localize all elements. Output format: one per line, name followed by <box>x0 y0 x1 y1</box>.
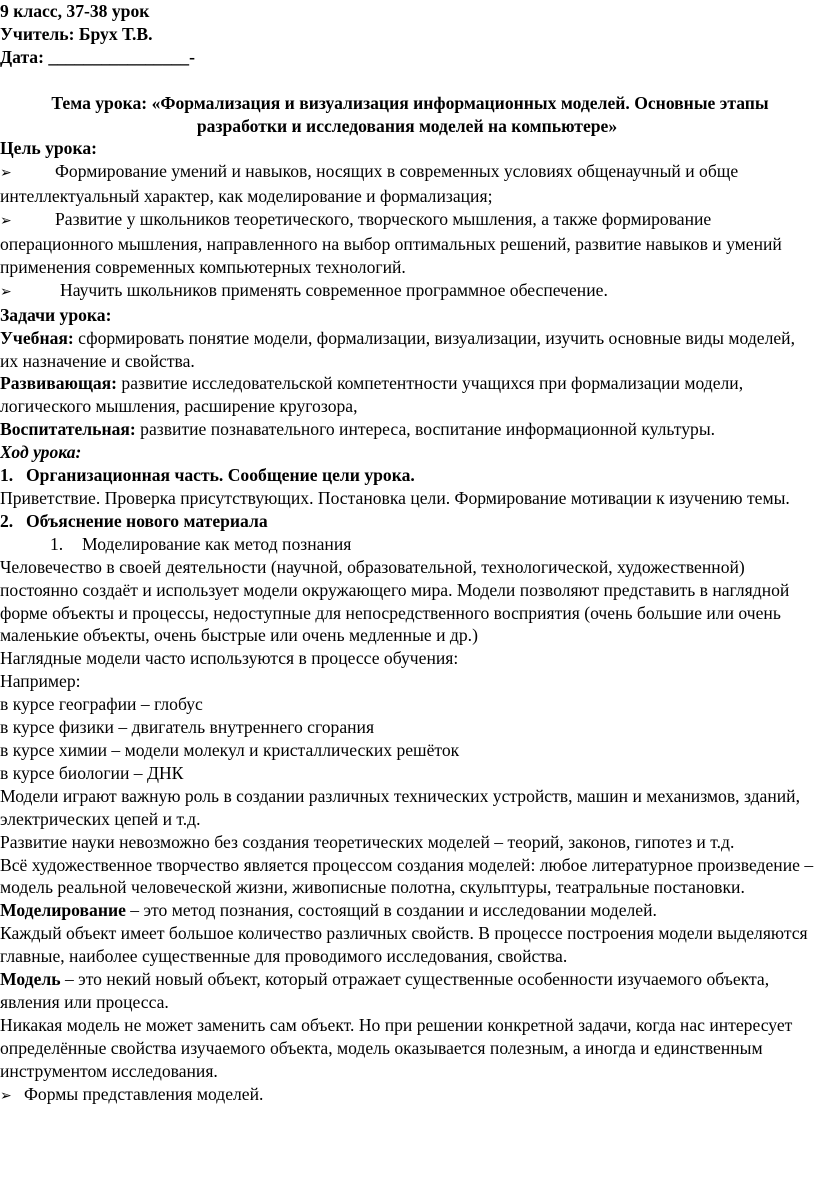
topic-line-1: Тема урока: «Формализация и визуализация информационных моделей. Основные этапы <box>51 92 769 113</box>
arrow-bullet-icon: ➢ <box>0 1087 12 1104</box>
task-developing: Развивающая: развитие исследовательской компетентности учащихся при формализации модели, логического мышления, расширение кругозора, <box>0 373 744 417</box>
goal-item-3: ➢ Научить школьников применять современное программное обеспечение. <box>0 279 814 304</box>
teacher-line: Учитель: Брух Т.В. <box>0 23 153 44</box>
paragraph-humanity: Человечество в своей деятельности (научной, образовательной, технологической, художественной) постоянно создаёт и использует модели окружающего мира. Модели позволяют представить в наглядной форме объекты и процессы, недоступные для непосредственного восприятия (очень большие или очень маленькие объекты, очень быстрые или очень медленные и др.) <box>0 556 790 646</box>
paragraph-technical: Модели играют важную роль в создании различных технических устройств, машин и механизмов, зданий, электрических цепей и т.д. <box>0 785 800 829</box>
arrow-bullet-icon: ➢ <box>0 165 12 182</box>
goal-item-1: ➢ Формирование умений и навыков, носящих в современных условиях общенаучный и обще интеллектуальный характер, как моделирование и формализация; <box>0 161 739 207</box>
section-2-heading: 2. Объяснение нового материала <box>0 510 268 531</box>
example-chemistry: в курсе химии – модели молекул и кристаллических решёток <box>0 739 460 760</box>
date-line: Дата: ________________- <box>0 46 195 67</box>
topic-line-2: разработки и исследования моделей на компьютере» <box>196 115 618 136</box>
section-1-text: Приветствие. Проверка присутствующих. Постановка цели. Формирование мотивации к изучению темы. <box>0 488 790 509</box>
task-upbringing: Воспитательная: развитие познавательного интереса, воспитание информационной культуры. <box>0 419 716 440</box>
forms-item: ➢ Формы представления моделей. <box>0 1083 814 1108</box>
example-geography: в курсе географии – глобус <box>0 694 203 715</box>
paragraph-visual-models: Наглядные модели часто используются в процессе обучения: <box>0 648 459 669</box>
arrow-bullet-icon: ➢ <box>0 283 12 300</box>
section-1-heading: 1. Организационная часть. Сообщение цели урока. <box>0 465 415 486</box>
goals-title: Цель урока: <box>0 138 97 159</box>
arrow-bullet-icon: ➢ <box>0 213 12 230</box>
course-title: Ход урока: <box>0 442 82 463</box>
paragraph-art: Всё художественное творчество является процессом создания моделей: любое литературное произведение – модель реальной человеческой жизни, живописные полотна, скульптуры, театральные постановки. <box>0 854 814 898</box>
paragraph-properties: Каждый объект имеет большое количество различных свойств. В процессе построения модели выделяются главные, наиболее существенные для проводимого исследования, свойства. <box>0 923 808 967</box>
grade-line: 9 класс, 37-38 урок <box>0 1 150 21</box>
example-biology: в курсе биологии – ДНК <box>0 762 184 783</box>
definition-modeling: Моделирование – это метод познания, состоящий в создании и исследовании моделей. <box>0 900 657 921</box>
goal-item-2: ➢ Развитие у школьников теоретического, творческого мышления, а также формирование операционного мышления, направленного на выбор оптимальных решений, развитие навыков и умений применения современных компьютерных технологий. <box>0 209 782 277</box>
task-educational: Учебная: сформировать понятие модели, формализации, визуализации, изучить основные виды моделей, их назначение и свойства. <box>0 327 795 371</box>
tasks-title: Задачи урока: <box>0 304 112 325</box>
paragraph-science: Развитие науки невозможно без создания теоретических моделей – теорий, законов, гипотез и т.д. <box>0 831 735 852</box>
definition-model: Модель – это некий новый объект, который отражает существенные особенности изучаемого объекта, явления или процесса. <box>0 969 770 1012</box>
subsection-heading: 1. Моделирование как метод познания <box>50 533 352 554</box>
paragraph-example: Например: <box>0 671 81 692</box>
paragraph-no-replacement: Никакая модель не может заменить сам объект. Но при решении конкретной задачи, когда нас интересует определённые свойства изучаемого объекта, модель оказывается полезным, а иногда и единственным инструментом исследования. <box>0 1014 793 1081</box>
example-physics: в курсе физики – двигатель внутреннего сгорания <box>0 717 375 738</box>
